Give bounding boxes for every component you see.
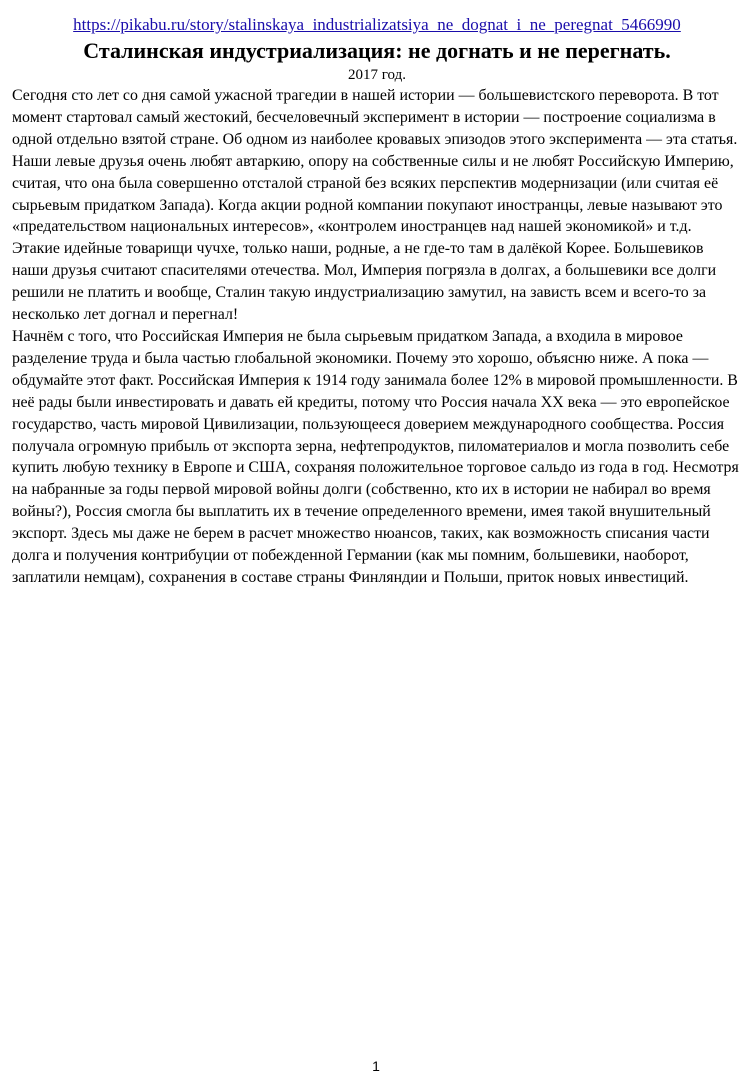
document-page (12, 14, 742, 589)
page-number: 1 (372, 1058, 380, 1074)
article-body (12, 85, 742, 589)
paragraph-intro: Сегодня сто лет со дня самой ужасной трагедии в нашей истории — большевистского переворота. В тот момент стартовал самый жестокий, бесчеловечный эксперимент в истории — построение социализма в одной отдельно взятой стране. Об одном из наиболее кровавых эпизодов этого эксперимента — эта статья. (12, 87, 738, 148)
source-link[interactable]: https://pikabu.ru/story/stalinskaya_industrializatsiya_ne_dognat_i_ne_peregnat_5466990 (73, 15, 681, 34)
paragraph-autarky: Наши левые друзья очень любят автаркию, опору на собственные силы и не любят Российскую Империю, считая, что она была совершенно отсталой страной без всяких перспектив модернизации (или считая её сырьевым придатком Запада). Когда акции родной компании покупают иностранцы, левые называют это «предательством национальных интересов», «контролем иностранцев над нашей экономикой» и т.д. Этакие идейные товарищи чучхе, только наши, родные, а не где-то там в далёкой Корее. Большевиков наши друзья считают спасителями отечества. Мол, Империя погрязла в долгах, а большевики все долги решили не платить и вообще, Сталин такую индустриализацию замутил, на зависть всем и всего-то за несколько лет догнал и перегнал! (12, 152, 734, 324)
document-title: Сталинская индустриализация: не догнать и не перегнать. (83, 38, 671, 63)
document-year: 2017 год. (348, 67, 406, 83)
paragraph-empire-economy: Начнём с того, что Российская Империя не была сырьевым придатком Запада, а входила в мировое разделение труда и была частью глобальной экономики. Почему это хорошо, объясню ниже. А пока — обдумайте этот факт. Российская Империя к 1914 году занимала более 12% в мировой промышленности. В неё рады были инвестировать и давать ей кредиты, потому что Россия начала XX века — это европейское государство, часть мировой Цивилизации, пользующееся доверием международного сообщества. Россия получала огромную прибыль от экспорта зерна, нефтепродуктов, пиломатериалов и могла позволить себе купить любую технику в Европе и США, сохраняя положительное торговое сальдо из года в год. Несмотря на набранные за годы первой мировой войны долги (собственно, кто их в истории не набирал во время войны?), Россия смогла бы выплатить их в течение определенного времени, имея такой внушительный экспорт. Здесь мы даже не берем в расчет множество нюансов, таких, как возможность списания части долга и получения контрибуции от побежденной Германии (как мы помним, большевики, наоборот, заплатили немцам), сохранения в составе страны Финляндии и Польши, приток новых инвестиций. (12, 327, 739, 586)
